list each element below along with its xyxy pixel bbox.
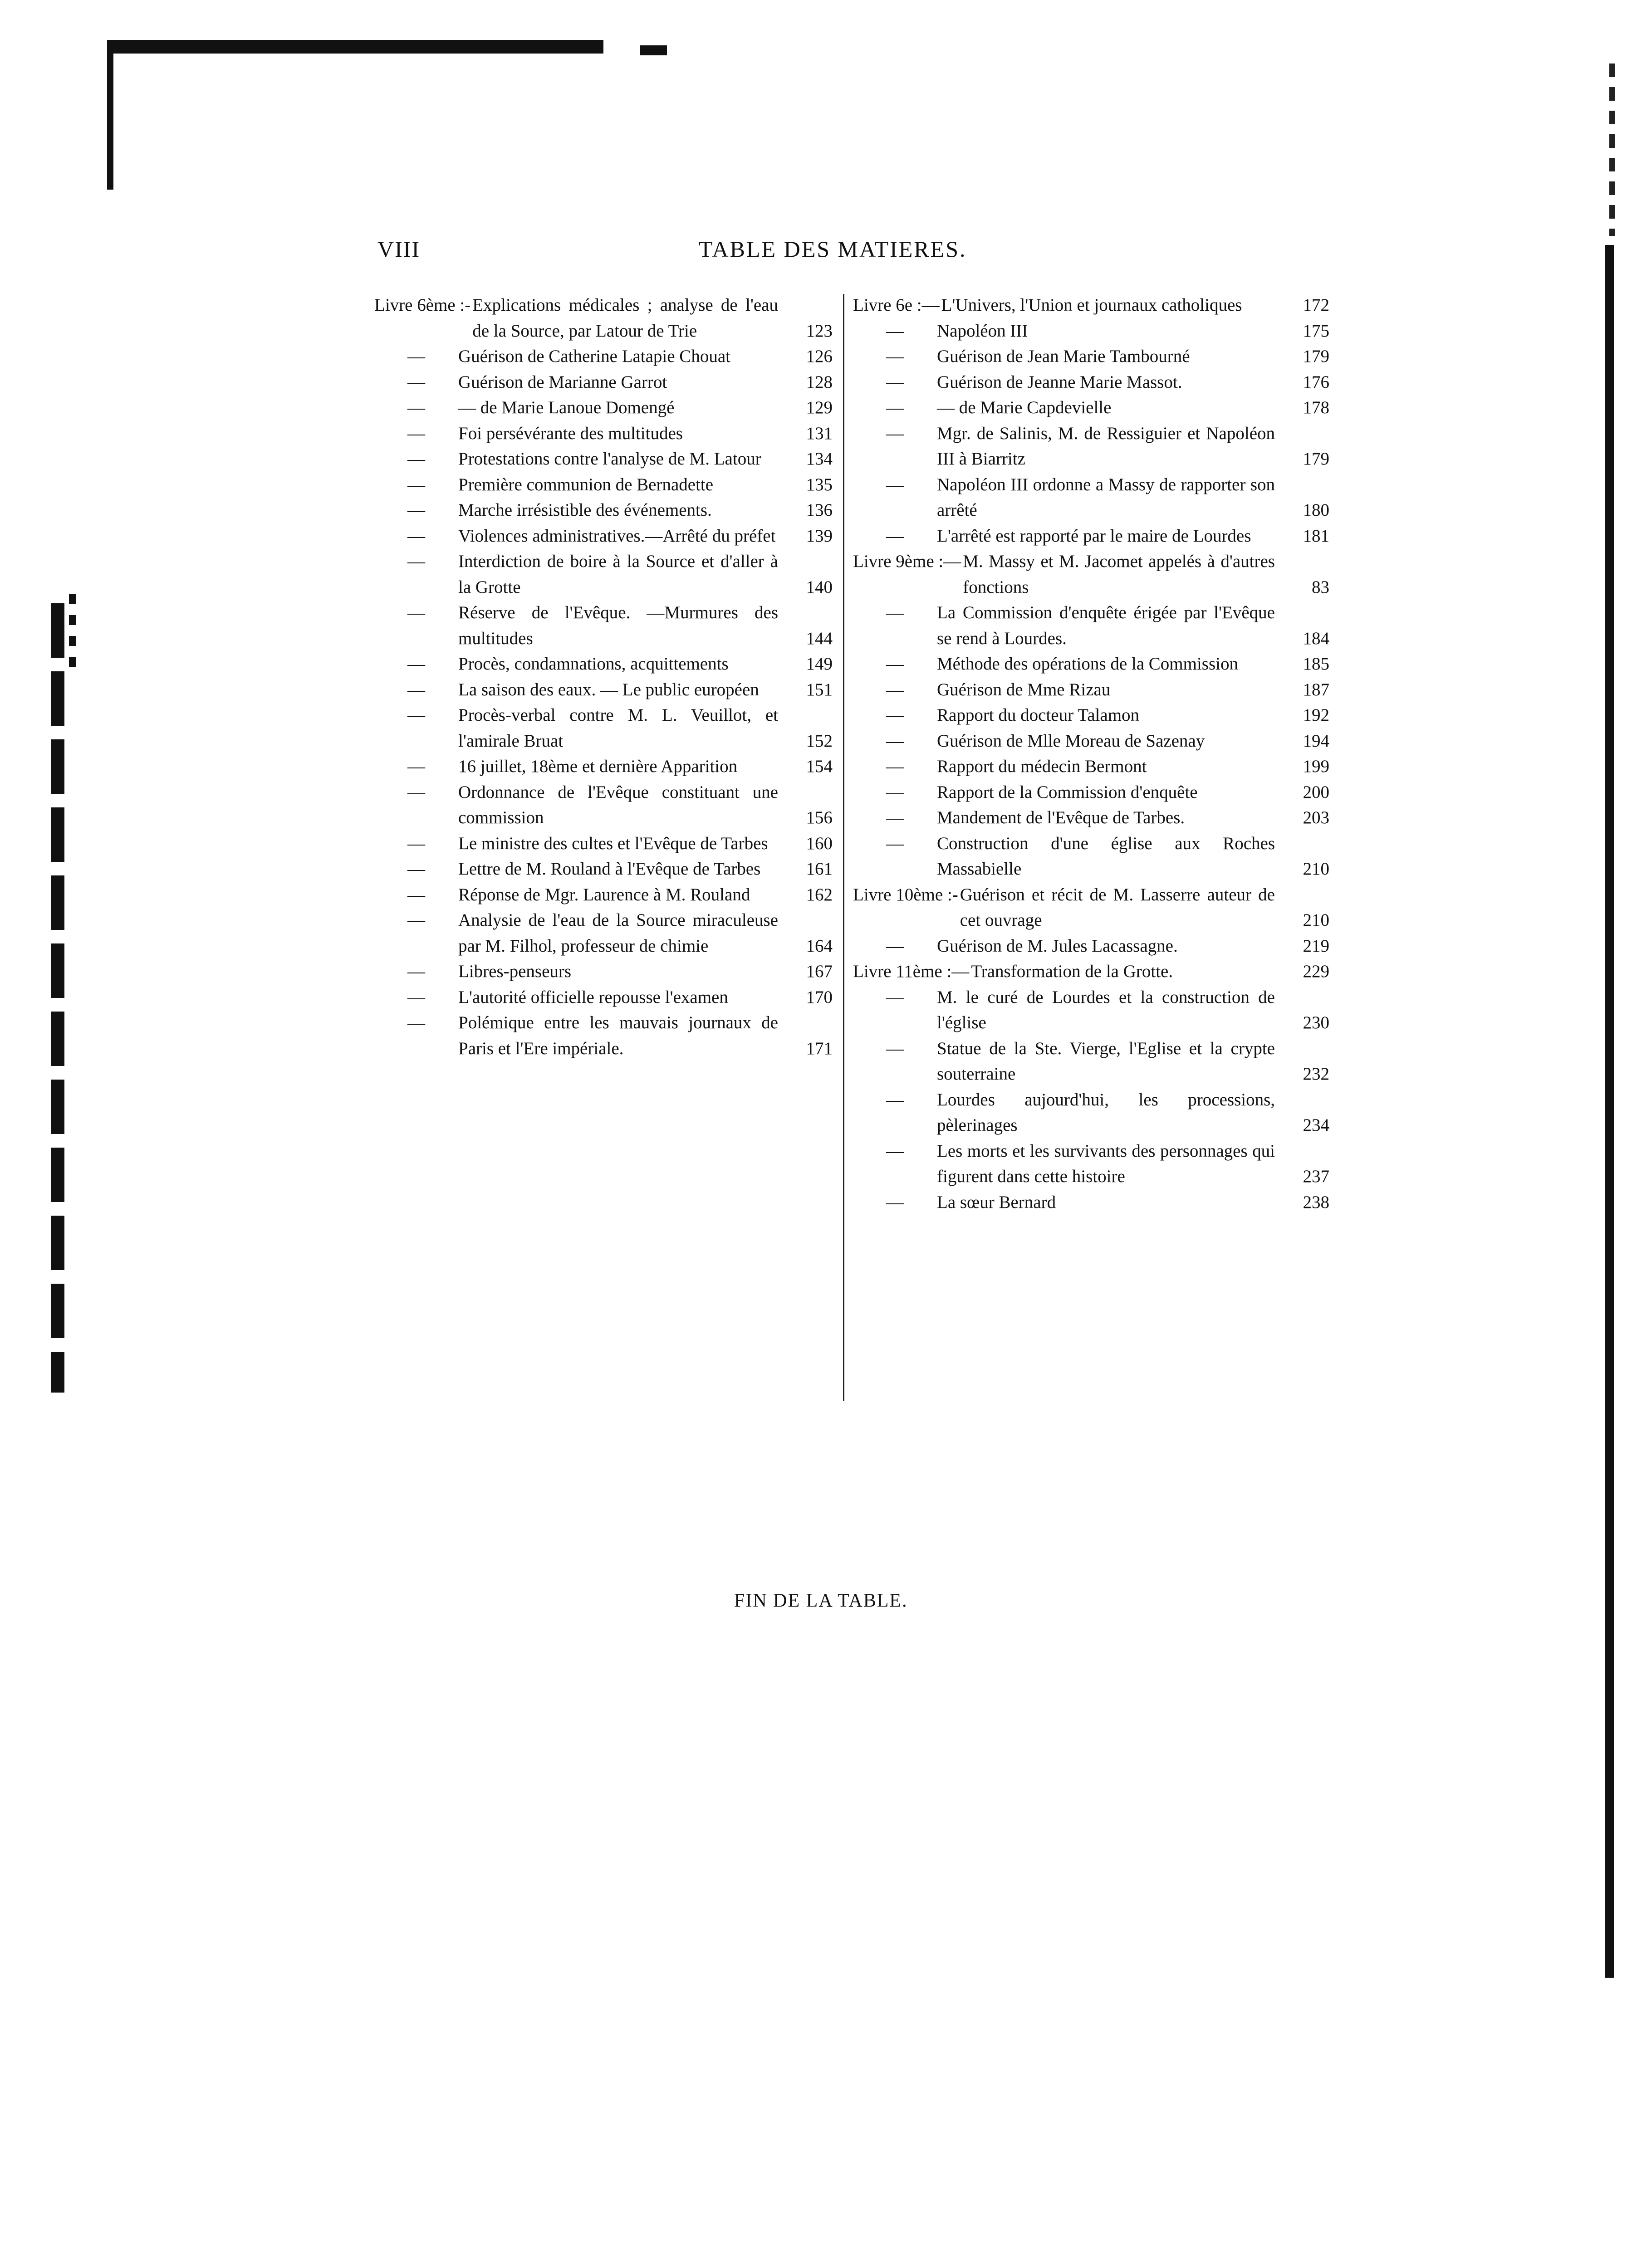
- toc-entry-title: Napoléon III: [937, 321, 1028, 341]
- toc-entry-prefix: —: [886, 423, 904, 443]
- toc-entry-prefix: —: [407, 603, 425, 622]
- toc-entry-page: 178: [1303, 398, 1329, 417]
- toc-entry-title: L'arrêté est rapporté par le maire de Lourdes: [937, 526, 1251, 546]
- toc-entry-page: 144: [806, 628, 833, 648]
- toc-entry-page: 181: [1303, 526, 1329, 546]
- toc-entry: [853, 1087, 1329, 1139]
- toc-entry-title: La sœur Bernard: [937, 1192, 1056, 1212]
- toc-entry: [374, 1010, 833, 1061]
- toc-entry-title: — de Marie Lanoue Domengé: [458, 398, 675, 417]
- toc-entry-title: Le ministre des cultes et l'Evêque de Tarbes: [458, 833, 768, 853]
- toc-entry-prefix: —: [886, 808, 904, 827]
- toc-entry: [374, 395, 833, 421]
- toc-entry-page: 184: [1303, 628, 1329, 648]
- toc-entry-prefix: —: [886, 1090, 904, 1110]
- toc-entry-page: 175: [1303, 321, 1329, 341]
- toc-entry-page: 203: [1303, 808, 1329, 827]
- toc-entry-title: L'autorité officielle repousse l'examen: [458, 987, 728, 1007]
- toc-entry: [853, 472, 1329, 523]
- toc-entry-prefix: —: [886, 474, 904, 494]
- toc-entry: [374, 856, 833, 882]
- toc-entry-prefix: —: [886, 321, 904, 341]
- toc-entry-page: 192: [1303, 705, 1329, 725]
- toc-entry-page: 180: [1303, 500, 1329, 520]
- toc-entry: [374, 985, 833, 1011]
- toc-entry-title: Marche irrésistible des événements.: [458, 500, 712, 520]
- toc-entry-page: 194: [1303, 731, 1329, 751]
- toc-entry-page: 179: [1303, 347, 1329, 366]
- toc-entry-prefix: —: [407, 859, 425, 879]
- toc-entry: [853, 703, 1329, 728]
- toc-entry-page: 232: [1303, 1064, 1329, 1084]
- toc-column-right: [853, 293, 1329, 1215]
- toc-entry-title: Rapport de la Commission d'enquête: [937, 782, 1198, 802]
- toc-entry: [853, 318, 1329, 344]
- toc-entry-title: Construction d'une église aux Roches Massabielle: [937, 833, 1275, 879]
- toc-entry-page: 187: [1303, 679, 1329, 699]
- toc-entry-page: 164: [806, 936, 833, 956]
- toc-entry-title: Procès-verbal contre M. L. Veuillot, et l'amirale Bruat: [458, 705, 778, 751]
- toc-entry-title: Lettre de M. Rouland à l'Evêque de Tarbes: [458, 859, 761, 879]
- toc-entry-title: Méthode des opérations de la Commission: [937, 654, 1238, 674]
- toc-entry-prefix: —: [886, 603, 904, 622]
- toc-entry-prefix: —: [886, 1038, 904, 1058]
- toc-entry: [374, 549, 833, 600]
- toc-entry-prefix: —: [886, 731, 904, 751]
- toc-entry: [853, 600, 1329, 651]
- toc-entry-title: Guérison de Catherine Latapie Chouat: [458, 347, 730, 366]
- toc-entry-title: Protestations contre l'analyse de M. Latour: [458, 449, 761, 469]
- toc-entry-title: Ordonnance de l'Evêque constituant une commission: [458, 782, 778, 827]
- toc-entry-prefix: Livre 10ème :-: [853, 885, 958, 904]
- toc-entry-title: Rapport du docteur Talamon: [937, 705, 1140, 725]
- toc-entry-page: 161: [806, 859, 833, 879]
- toc-entry-prefix: —: [886, 936, 904, 956]
- toc-entry-prefix: —: [407, 654, 425, 674]
- toc-entry: [374, 472, 833, 498]
- toc-entry: [853, 651, 1329, 677]
- toc-entry-prefix: —: [407, 705, 425, 725]
- toc-entry-page: 123: [806, 321, 833, 341]
- toc-entry: [853, 959, 1329, 985]
- toc-entry-prefix: —: [407, 885, 425, 904]
- toc-column-left: [374, 293, 833, 1061]
- toc-entry-prefix: Livre 6e :—: [853, 295, 940, 315]
- toc-entry-page: 185: [1303, 654, 1329, 674]
- toc-entry-page: 219: [1303, 936, 1329, 956]
- toc-entry-page: 210: [1303, 910, 1329, 930]
- toc-entry-page: 134: [806, 449, 833, 469]
- scan-artifact-right-edge: [1605, 245, 1614, 1978]
- toc-entry-prefix: —: [886, 782, 904, 802]
- toc-entry-title: Guérison de M. Jules Lacassagne.: [937, 936, 1178, 956]
- toc-entry-page: 128: [806, 372, 833, 392]
- toc-entry-page: 200: [1303, 782, 1329, 802]
- toc-entry: [853, 395, 1329, 421]
- toc-entry-page: 126: [806, 347, 833, 366]
- toc-entry-page: 237: [1303, 1167, 1329, 1186]
- toc-entry: [374, 446, 833, 472]
- toc-entry: [853, 728, 1329, 754]
- toc-entry-title: Mgr. de Salinis, M. de Ressiguier et Napoléon III à Biarritz: [937, 423, 1275, 469]
- toc-entry-page: 172: [1303, 295, 1329, 315]
- toc-entry-prefix: —: [886, 654, 904, 674]
- toc-entry: [374, 600, 833, 651]
- toc-entry: [374, 523, 833, 549]
- toc-entry-title: La Commission d'enquête érigée par l'Evêque se rend à Lourdes.: [937, 603, 1275, 648]
- toc-entry-prefix: —: [886, 347, 904, 366]
- scan-artifact-top-bar: [109, 40, 603, 54]
- toc-entry-prefix: —: [886, 679, 904, 699]
- toc-entry-prefix: —: [407, 423, 425, 443]
- toc-entry-title: Rapport du médecin Bermont: [937, 757, 1147, 776]
- toc-entry: [853, 523, 1329, 549]
- toc-entry: [374, 754, 833, 780]
- toc-entry-page: 238: [1303, 1192, 1329, 1212]
- toc-entry-prefix: —: [886, 833, 904, 853]
- toc-entry-title: Guérison de Jean Marie Tambourné: [937, 347, 1190, 366]
- toc-entry-page: 234: [1303, 1115, 1329, 1135]
- toc-entry-page: 154: [806, 757, 833, 776]
- toc-entry-prefix: —: [407, 552, 425, 571]
- toc-entry-prefix: —: [407, 1013, 425, 1032]
- toc-entry-title: Statue de la Ste. Vierge, l'Eglise et la crypte souterraine: [937, 1038, 1275, 1084]
- scan-artifact-top-mark: [640, 45, 667, 55]
- scan-artifact-left-binding: [51, 603, 64, 1393]
- toc-entry-title: L'Univers, l'Union et journaux catholiques: [941, 295, 1242, 315]
- toc-entry-prefix: —: [886, 1141, 904, 1161]
- toc-entry: [853, 1036, 1329, 1087]
- running-header: [0, 236, 1632, 268]
- toc-entry-title: Interdiction de boire à la Source et d'aller à la Grotte: [458, 552, 778, 597]
- toc-entry-title: Guérison de Mlle Moreau de Sazenay: [937, 731, 1205, 751]
- toc-entry-title: 16 juillet, 18ème et dernière Apparition: [458, 757, 738, 776]
- toc-entry-title: Guérison et récit de M. Lasserre auteur de cet ouvrage: [960, 885, 1275, 930]
- toc-entry: [374, 293, 833, 344]
- toc-entry-prefix: Livre 6ème :-: [374, 295, 471, 315]
- toc-entry-prefix: —: [407, 526, 425, 546]
- toc-entry-page: 230: [1303, 1013, 1329, 1032]
- toc-entry-title: M. Massy et M. Jacomet appelés à d'autres fonctions: [963, 552, 1275, 597]
- toc-entry-page: 156: [806, 808, 833, 827]
- toc-entry-prefix: —: [407, 987, 425, 1007]
- toc-entry-prefix: —: [886, 398, 904, 417]
- toc-entry: [853, 780, 1329, 806]
- toc-entry: [853, 882, 1329, 934]
- toc-entry: [374, 344, 833, 370]
- toc-entry: [374, 651, 833, 677]
- toc-entry: [853, 677, 1329, 703]
- scan-artifact-right-edge-top: [1609, 64, 1615, 236]
- toc-entry-page: 176: [1303, 372, 1329, 392]
- toc-entry: [374, 831, 833, 857]
- toc-entry: [853, 293, 1329, 318]
- toc-entry-title: Réserve de l'Evêque. —Murmures des multitudes: [458, 603, 778, 648]
- toc-entry-title: Guérison de Jeanne Marie Massot.: [937, 372, 1182, 392]
- toc-entry-page: 167: [806, 962, 833, 981]
- toc-entry-title: Réponse de Mgr. Laurence à M. Rouland: [458, 885, 750, 904]
- toc-entry: [853, 805, 1329, 831]
- toc-entry-prefix: —: [407, 757, 425, 776]
- toc-entry-page: 210: [1303, 859, 1329, 879]
- toc-entry-page: 229: [1303, 962, 1329, 981]
- toc-entry-page: 139: [806, 526, 833, 546]
- toc-entry-page: 152: [806, 731, 833, 751]
- toc-entry-page: 199: [1303, 757, 1329, 776]
- toc-entry-title: Mandement de l'Evêque de Tarbes.: [937, 808, 1185, 827]
- toc-entry-prefix: —: [886, 987, 904, 1007]
- toc-entry-prefix: —: [407, 782, 425, 802]
- toc-entry-prefix: —: [886, 372, 904, 392]
- toc-entry-prefix: Livre 11ème :—: [853, 962, 970, 981]
- toc-entry-prefix: —: [407, 962, 425, 981]
- toc-entry-title: Procès, condamnations, acquittements: [458, 654, 729, 674]
- toc-entry-title: Guérison de Mme Rizau: [937, 679, 1111, 699]
- toc-entry: [374, 908, 833, 959]
- toc-entry-prefix: —: [407, 910, 425, 930]
- toc-entry: [853, 1190, 1329, 1216]
- toc-entry-title: Violences administratives.—Arrêté du préfet: [458, 526, 776, 546]
- toc-entry-prefix: —: [407, 679, 425, 699]
- toc-entry-title: Explications médicales ; analyse de l'eau de la Source, par Latour de Trie: [472, 295, 778, 341]
- toc-entry-title: M. le curé de Lourdes et la construction de l'église: [937, 987, 1275, 1032]
- toc-entry-page: 135: [806, 474, 833, 494]
- toc-entry: [374, 959, 833, 985]
- toc-entry-page: 179: [1303, 449, 1329, 469]
- toc-entry-page: 149: [806, 654, 833, 674]
- scan-artifact-left-edge: [107, 40, 113, 190]
- toc-entry-title: — de Marie Capdevielle: [937, 398, 1112, 417]
- page-number: VIII: [377, 236, 421, 262]
- toc-entry-prefix: Livre 9ème :—: [853, 552, 961, 571]
- toc-entry-title: La saison des eaux. — Le public européen: [458, 679, 759, 699]
- toc-entry: [374, 703, 833, 754]
- toc-entry: [853, 1139, 1329, 1190]
- toc-entry-prefix: —: [886, 757, 904, 776]
- toc-entry: [853, 549, 1329, 600]
- toc-entry: [374, 882, 833, 908]
- toc-entry: [374, 370, 833, 396]
- toc-entry-prefix: —: [886, 705, 904, 725]
- toc-entry-prefix: —: [407, 372, 425, 392]
- toc-entry-prefix: —: [407, 347, 425, 366]
- toc-entry-prefix: —: [886, 1192, 904, 1212]
- toc-entry-title: Transformation de la Grotte.: [971, 962, 1173, 981]
- toc-entry-prefix: —: [407, 474, 425, 494]
- toc-entry: [853, 934, 1329, 959]
- toc-entry-title: Analysie de l'eau de la Source miraculeuse par M. Filhol, professeur de chimie: [458, 910, 778, 956]
- toc-entry-page: 162: [806, 885, 833, 904]
- toc-entry-prefix: —: [407, 449, 425, 469]
- end-of-table-text: FIN DE LA TABLE.: [734, 1590, 908, 1611]
- toc-entry-page: 151: [806, 679, 833, 699]
- toc-entry: [374, 498, 833, 523]
- toc-entry-title: Polémique entre les mauvais journaux de Paris et l'Ere impériale.: [458, 1013, 778, 1058]
- toc-entry: [853, 370, 1329, 396]
- toc-entry-title: Guérison de Marianne Garrot: [458, 372, 667, 392]
- toc-entry-title: Foi persévérante des multitudes: [458, 423, 683, 443]
- toc-entry-page: 136: [806, 500, 833, 520]
- toc-entry: [374, 780, 833, 831]
- toc-entry-page: 129: [806, 398, 833, 417]
- toc-entry-title: Libres-penseurs: [458, 962, 572, 981]
- toc-entry-page: 170: [806, 987, 833, 1007]
- toc-entry: [374, 421, 833, 447]
- toc-entry: [853, 421, 1329, 472]
- toc-entry: [853, 831, 1329, 882]
- toc-entry-prefix: —: [886, 526, 904, 546]
- scan-artifact-left-dots: [69, 594, 76, 671]
- toc-entry-page: 171: [806, 1038, 833, 1058]
- toc-entry-page: 131: [806, 423, 833, 443]
- toc-entry: [374, 677, 833, 703]
- toc-entry-title: Lourdes aujourd'hui, les processions, pèlerinages: [937, 1090, 1275, 1135]
- toc-entry-title: Première communion de Bernadette: [458, 474, 714, 494]
- toc-entry-title: Napoléon III ordonne a Massy de rapporter son arrêté: [937, 474, 1275, 520]
- toc-entry: [853, 985, 1329, 1036]
- toc-entry-page: 160: [806, 833, 833, 853]
- toc-entry-page: 140: [806, 577, 833, 597]
- toc-entry: [853, 754, 1329, 780]
- toc-entry-prefix: —: [407, 500, 425, 520]
- page-title: TABLE DES MATIERES.: [699, 236, 967, 262]
- toc-entry: [853, 344, 1329, 370]
- column-divider: [843, 294, 844, 1401]
- toc-entry-page: 83: [1312, 577, 1329, 597]
- toc-entry-prefix: —: [407, 833, 425, 853]
- toc-entry-title: Les morts et les survivants des personnages qui figurent dans cette histoire: [937, 1141, 1275, 1186]
- toc-entry-prefix: —: [407, 398, 425, 417]
